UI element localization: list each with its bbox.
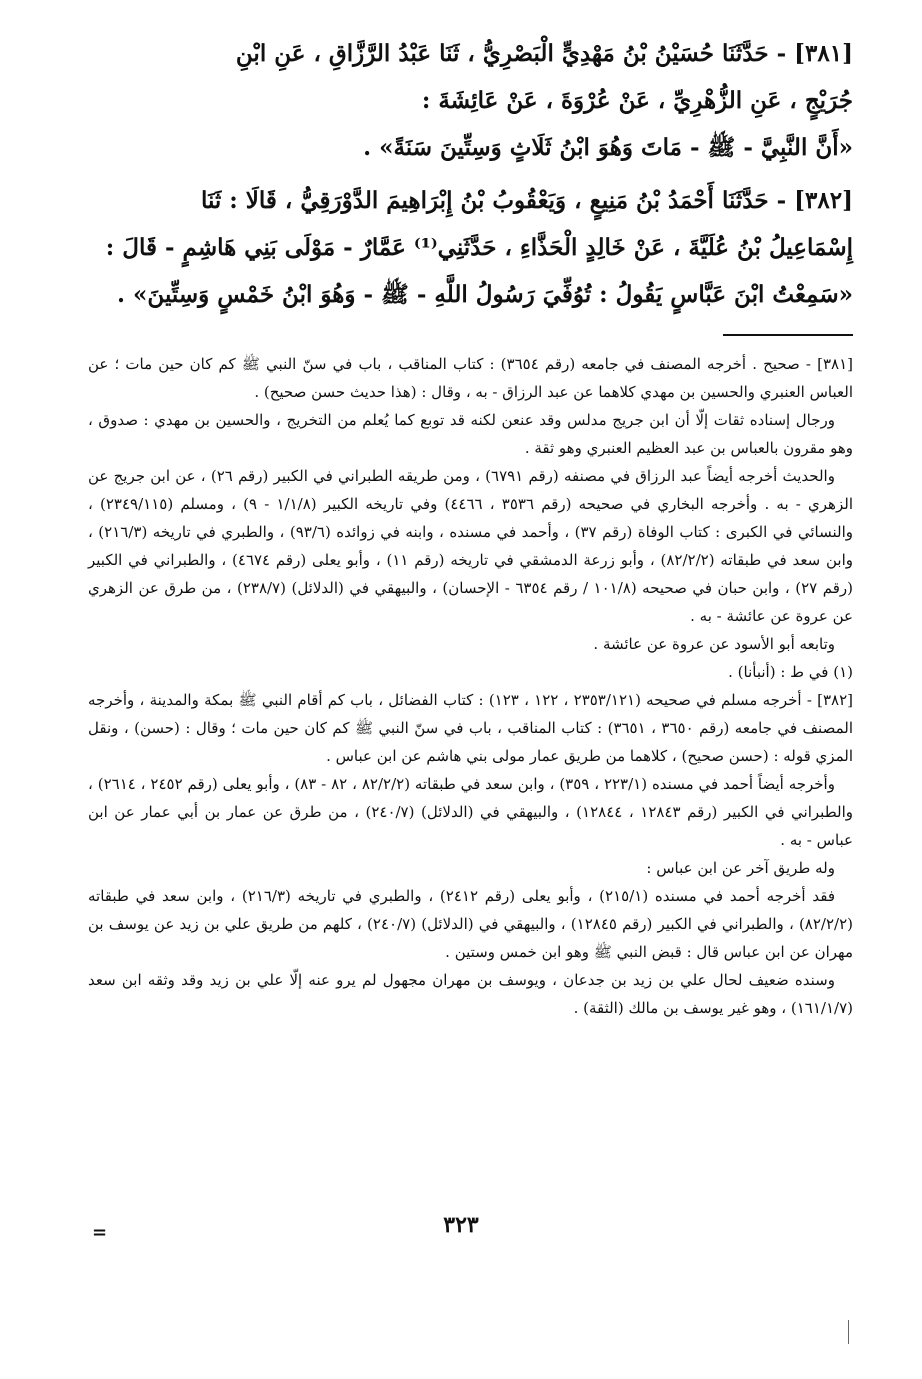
hadith-381-line-3: «أَنَّ النَّبِيَّ - ﷺ - مَاتَ وَهُوَ ابْنُ ثَلَاثٍ وَسِتِّينَ سَنَةً» . bbox=[363, 134, 853, 161]
note-382-paragraph: وسنده ضعيف لحال علي بن زيد بن جدعان ، ويوسف بن مهران مجهول لم يرو عنه إلّا علي بن زيد وقد وثقه ابن سعد (١٦١/١/٧) ، وهو غير يوسف بن مالك (الثقة) . bbox=[88, 971, 853, 1017]
hadith-382-line-3: «سَمِعْتُ ابْنَ عَبَّاسٍ يَقُولُ : تُوُفِّيَ رَسُولُ اللَّهِ - ﷺ - وَهُوَ ابْنُ خَمْسٍ وَسِتِّينَ» . bbox=[117, 281, 853, 308]
note-381-paragraph: [٣٨١] - صحيح . أخرجه المصنف في جامعه (رقم ٣٦٥٤) : كتاب المناقب ، باب في سنّ النبي ﷺ كم كان حين مات ؛ عن العباس العنبري والحسين بن مهدي كلاهما عن عبد الرزاق - به ، وقال : (هذا حديث حسن صحيح) . bbox=[88, 355, 854, 401]
hadith-382-line-1: [٣٨٢] - حَدَّثَنَا أَحْمَدُ بْنُ مَنِيعٍ ، وَيَعْقُوبُ بْنُ إِبْرَاهِيمَ الدَّوْرَقِيُّ ، قَالَا : ثَنَا bbox=[200, 187, 853, 214]
note-381-paragraph: وتابعه أبو الأسود عن عروة عن عائشة . bbox=[593, 635, 835, 653]
margin-tick bbox=[848, 1320, 849, 1344]
footnotes bbox=[88, 350, 853, 1022]
hadith-text bbox=[88, 30, 853, 318]
footnote-separator bbox=[723, 334, 853, 336]
note-382-paragraph: وله طريق آخر عن ابن عباس : bbox=[646, 859, 835, 877]
note-381-paragraph: والحديث أخرجه أيضاً عبد الرزاق في مصنفه (رقم ٦٧٩١) ، ومن طريقه الطبراني في الكبير (رقم ٢٦) ، عن ابن جريج عن الزهري - به . وأخرجه البخاري في صحيحه (رقم ٣٥٣٦ ، ٤٤٦٦) وفي تاريخه الكبير (١/١/٨ - ٩) ، ومسلم (٢٣٤٩/١١٥) ، والنسائي في الكبرى : كتاب الوفاة (رقم ٣٧) ، وأحمد في مسنده ، وابنه في زوائده (٩٣/٦) ، والطبري في تاريخه (٢١٦/٣) ، وابن سعد في طبقاته (٨٢/٢/٢) ، وأبو زرعة الدمشقي في تاريخه (رقم ١١) ، وأبو يعلى (رقم ٤٦٧٤) ، والطبراني في الكبير (رقم ٢٧) ، وابن حبان في صحيحه (١٠١/٨ / رقم ٦٣٥٤ - الإحسان) ، والبيهقي في (الدلائل) (٢٣٨/٧) ، من طرق عن الزهري عن عروة عن عائشة - به . bbox=[88, 467, 854, 625]
note-381-paragraph: ورجال إسناده ثقات إلّا أن ابن جريج مدلس وقد عنعن لكنه قد توبع كما يُعلم من التخريج ، والحسين بن مهدي : صدوق ، وهو مقرون بالعباس بن عبد العظيم العنبري وهو ثقة . bbox=[88, 411, 853, 457]
continuation-mark: = bbox=[92, 1222, 108, 1243]
page-number: ٣٢٣ bbox=[443, 1212, 479, 1238]
hadith-382-line-2: إِسْمَاعِيلُ بْنُ عُلَيَّةَ ، عَنْ خَالِدٍ الْحَذَّاءِ ، حَدَّثَنِي⁽¹⁾ عَمَّارٌ - مَوْلَى بَنِي هَاشِمٍ - قَالَ : bbox=[105, 234, 853, 261]
footnote-1: (١) في ط : (أنبأنا) . bbox=[728, 663, 853, 681]
book-page bbox=[88, 30, 853, 1350]
note-382-paragraph: وأخرجه أيضاً أحمد في مسنده (٢٢٣/١ ، ٣٥٩) ، وابن سعد في طبقاته (٨٢/٢/٢ ، ٨٢ - ٨٣) ، وأبو يعلى (رقم ٢٤٥٢ ، ٢٦١٤) ، والطبراني في الكبير (رقم ١٢٨٤٣ ، ١٢٨٤٤) ، والبيهقي في (الدلائل) (٢٤٠/٧) ، من طرق عن عمار بن أبي عمار عن ابن عباس - به . bbox=[88, 775, 853, 849]
note-382-paragraph: [٣٨٢] - أخرجه مسلم في صحيحه (٢٣٥٣/١٢١ ، ١٢٢ ، ١٢٣) : كتاب الفضائل ، باب كم أقام النبي ﷺ بمكة والمدينة ، وأخرجه المصنف في جامعه (رقم ٣٦٥٠ ، ٣٦٥١) : كتاب المناقب ، باب في سنّ النبي ﷺ كم كان حين مات ؛ وقال : (حسن) ، ونقل المزي قوله : (حسن صحيح) ، كلاهما من طريق عمار مولى بني هاشم عن ابن عباس . bbox=[88, 691, 854, 765]
hadith-381-line-1: [٣٨١] - حَدَّثَنَا حُسَيْنُ بْنُ مَهْدِيٍّ الْبَصْرِيُّ ، ثَنَا عَبْدُ الرَّزَّاقِ ، عَنِ ابْنِ bbox=[235, 40, 853, 67]
note-382-paragraph: فقد أخرجه أحمد في مسنده (٢١٥/١) ، وأبو يعلى (رقم ٢٤١٢) ، والطبري في تاريخه (٢١٦/٣) ، وابن سعد في طبقاته (٨٢/٢/٢) ، والطبراني في الكبير (رقم ١٢٨٤٥) ، والبيهقي في (الدلائل) (٢٤٠/٧) ، كلهم من طريق علي بن زيد عن يوسف بن مهران عن ابن عباس قال : قبض النبي ﷺ وهو ابن خمس وستين . bbox=[88, 887, 853, 961]
hadith-381-line-2: جُرَيْجٍ ، عَنِ الزُّهْرِيِّ ، عَنْ عُرْوَةَ ، عَنْ عَائِشَةَ : bbox=[421, 87, 853, 114]
